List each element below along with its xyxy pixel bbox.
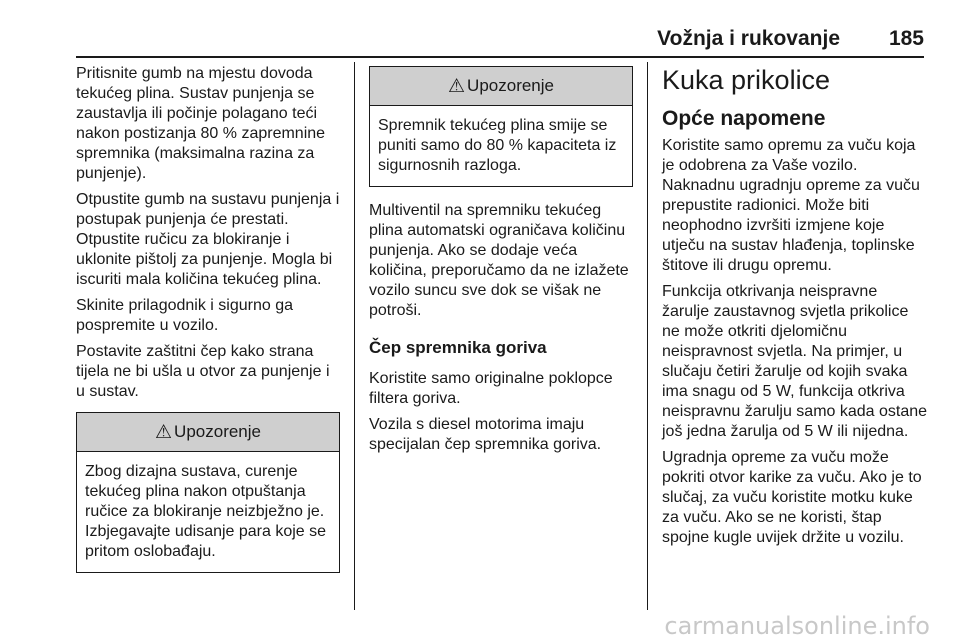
column-divider-1 <box>354 62 355 610</box>
paragraph: Skinite prilagodnik i sigurno ga pospremite u vozilo. <box>76 297 294 334</box>
paragraph: Koristite samo opremu za vuču koja je odobrena za Vaše vozilo. <box>662 137 916 174</box>
paragraph: Otpustite gumb na sustavu punjenja i postupak punjenja će prestati. <box>76 191 340 228</box>
paragraph: Pritisnite gumb na mjestu dovoda tekućeg plina. Sustav punjenja se zaustavlja ili počinje polagano teći nakon postizanja 80 % zapremnine spremnika (maksimalna razina za punjenje). <box>76 65 326 182</box>
paragraph: Vozila s diesel motorima imaju specijalan čep spremnika goriva. <box>369 416 602 453</box>
warning-header <box>77 413 339 452</box>
paragraph: Naknadnu ugradnju opreme za vuču prepustite radionici. Može biti neophodno izvršiti izmjene koje utječu na sustav hlađenja, toplinske štitove ili drugu opremu. <box>662 177 920 274</box>
paragraph: Postavite zaštitni čep kako strana tijela ne bi ušla u otvor za punjenje i u sustav. <box>76 343 330 400</box>
column-3 <box>662 64 928 554</box>
warning-text: Spremnik tekućeg plina smije se puniti samo do 80 % kapaciteta iz sigurnosnih razloga. <box>378 117 617 174</box>
warning-box <box>76 412 340 573</box>
warning-title: Upozorenje <box>174 422 261 441</box>
subsection-heading: Čep spremnika goriva <box>369 338 547 357</box>
warning-header <box>370 67 632 106</box>
column-1 <box>76 64 340 583</box>
paragraph: Ugradnja opreme za vuču može pokriti otvor karike za vuču. Ako je to slučaj, za vuču koristite motku kuke za vuču. Ako se ne koristi, štap spojne kugle uvijek držite u vozilu. <box>662 449 922 546</box>
watermark: carmanualsonline.info <box>664 612 930 640</box>
chapter-heading: Kuka prikolice <box>662 65 831 95</box>
column-2 <box>369 64 633 461</box>
page-number: 185 <box>888 27 924 50</box>
header-rule <box>76 56 924 58</box>
section-heading: Opće napomene <box>662 107 826 130</box>
warning-box <box>369 66 633 187</box>
paragraph: Multiventil na spremniku tekućeg plina automatski ograničava količinu punjenja. Ako se dodaje veća količina, preporučamo da ne izlažete vozilo suncu sve dok se višak ne potroši. <box>369 202 629 319</box>
page-header <box>0 0 960 58</box>
paragraph: Koristite samo originalne poklopce filtera goriva. <box>369 370 613 407</box>
warning-title: Upozorenje <box>467 76 554 95</box>
warning-icon: ⚠ <box>155 421 173 443</box>
paragraph: Funkcija otkrivanja neispravne žarulje zaustavnog svjetla prikolice ne može otkriti djelomičnu neispravnost svjetla. Na primjer, u slučaju četiri žarulje od kojih svaka ima snagu od 5 W, funkcija otkriva neispravnu žarulju samo kada ostane još jedna žarulja od 5 W ili nijedna. <box>662 283 928 440</box>
warning-icon: ⚠ <box>448 75 466 97</box>
warning-text: Zbog dizajna sustava, curenje tekućeg plina nakon otpuštanja ručice za blokiranje neizbježno je. Izbjegavajte udisanje para koje se pritom oslobađaju. <box>85 463 327 560</box>
section-title: Vožnja i rukovanje <box>657 27 840 50</box>
paragraph: Otpustite ručicu za blokiranje i uklonite pištolj za punjenje. Mogla bi iscuriti mala količina tekućeg plina. <box>76 231 333 288</box>
column-divider-2 <box>647 62 648 610</box>
